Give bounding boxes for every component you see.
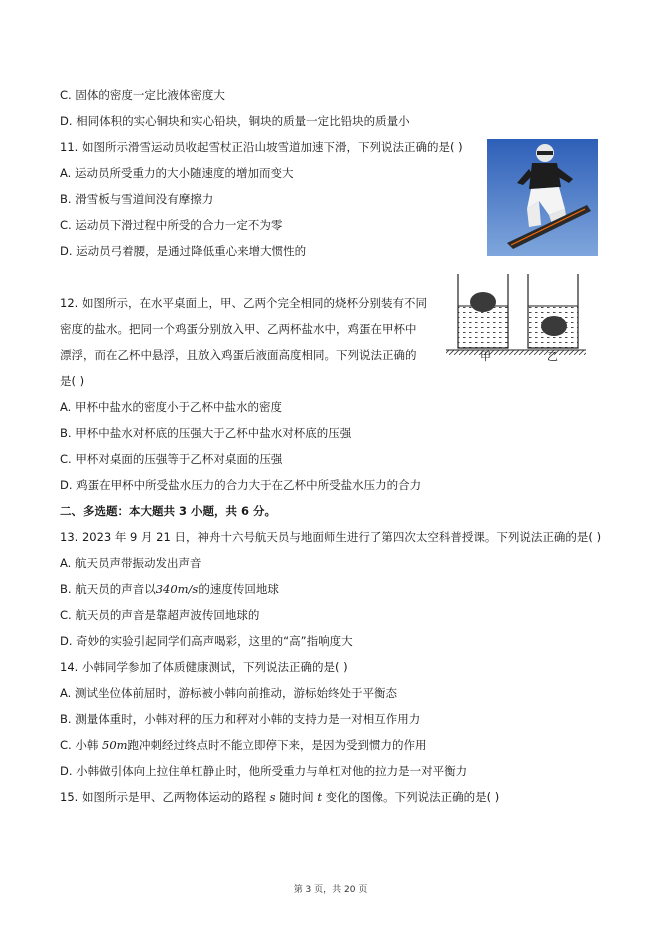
q15-text-post: 变化的图像。下列说法正确的是( ) [321, 790, 500, 804]
question-15 [60, 789, 499, 805]
option-c-prev: C. 固体的密度一定比液体密度大 [60, 88, 225, 102]
q11-option-d: D. 运动员弓着腰，是通过降低重心来增大惯性的 [60, 244, 307, 258]
section-heading-multi-choice: 二、多选题：本大题共 3 小题，共 6 分。 [60, 504, 277, 518]
q12-option-a: A. 甲杯中盐水的密度小于乙杯中盐水的密度 [60, 400, 282, 414]
q14-option-d: D. 小韩做引体向上拉住单杠静止时，他所受重力与单杠对他的拉力是一对平衡力 [60, 764, 468, 778]
q13-option-b [60, 581, 279, 597]
q13b-speed-value: 340m/s [155, 582, 199, 596]
q15-text-pre: 15. 如图所示是甲、乙两物体运动的路程 [60, 790, 270, 804]
label-yi: 乙 [547, 350, 558, 363]
q15-text-mid: 随时间 [275, 790, 318, 804]
q12-option-c: C. 甲杯对桌面的压强等于乙杯对桌面的压强 [60, 452, 283, 466]
q13-option-a: A. 航天员声带振动发出声音 [60, 556, 202, 570]
q11-option-b: B. 滑雪板与雪道间没有摩擦力 [60, 192, 214, 206]
q11-option-a: A. 运动员所受重力的大小随速度的增加而变大 [60, 166, 294, 180]
question-12-line-1: 12. 如图所示，在水平桌面上，甲、乙两个完全相同的烧杯分别装有不同 [60, 296, 427, 310]
q14c-text-pre: C. 小韩 [60, 738, 102, 752]
label-jia: 甲 [480, 350, 491, 363]
q14-option-b: B. 测量体重时，小韩对秤的压力和秤对小韩的支持力是一对相互作用力 [60, 712, 421, 726]
beaker-diagram [444, 270, 586, 366]
question-13: 13. 2023 年 9 月 21 日，神舟十六号航天员与地面师生进行了第四次太空科普授课。下列说法正确的是( ) [60, 530, 602, 544]
q15-symbol-t: t [317, 790, 322, 804]
q12-option-b: B. 甲杯中盐水对杯底的压强大于乙杯中盐水对杯底的压强 [60, 426, 352, 440]
page-footer: 第 3 页，共 20 页 [293, 885, 368, 895]
skier-photo [487, 139, 598, 256]
q14-option-c [60, 737, 427, 753]
q14c-text-post: 跑冲刺经过终点时不能立即停下来，是因为受到惯力的作用 [127, 738, 427, 752]
q14-option-a: A. 测试坐位体前屈时，游标被小韩向前推动，游标始终处于平衡态 [60, 686, 397, 700]
q13b-text-pre: B. 航天员的声音以 [60, 582, 156, 596]
q12-option-d: D. 鸡蛋在甲杯中所受盐水压力的合力大于在乙杯中所受盐水压力的合力 [60, 478, 422, 492]
question-12-line-4: 是( ) [60, 374, 85, 388]
q11-option-c: C. 运动员下滑过程中所受的合力一定不为零 [60, 218, 283, 232]
q13-option-d: D. 奇妙的实验引起同学们高声喝彩，这里的“高”指响度大 [60, 634, 353, 648]
q14c-distance-value: 50m [102, 738, 128, 752]
option-d-prev: D. 相同体积的实心铜块和实心铅块，铜块的质量一定比铅块的质量小 [60, 114, 410, 128]
question-14: 14. 小韩同学参加了体质健康测试，下列说法正确的是( ) [60, 660, 348, 674]
question-11: 11. 如图所示滑雪运动员收起雪杖正沿山坡雪道加速下滑，下列说法正确的是( ) [60, 140, 463, 154]
question-12-line-3: 漂浮，而在乙杯中悬浮，且放入鸡蛋后液面高度相同。下列说法正确的 [60, 348, 417, 362]
q15-symbol-s: s [269, 790, 276, 804]
q13-option-c: C. 航天员的声音是靠超声波传回地球的 [60, 608, 260, 622]
q13b-text-post: 的速度传回地球 [198, 582, 279, 596]
question-12-line-2: 密度的盐水。把同一个鸡蛋分别放入甲、乙两杯盐水中，鸡蛋在甲杯中 [60, 322, 417, 336]
